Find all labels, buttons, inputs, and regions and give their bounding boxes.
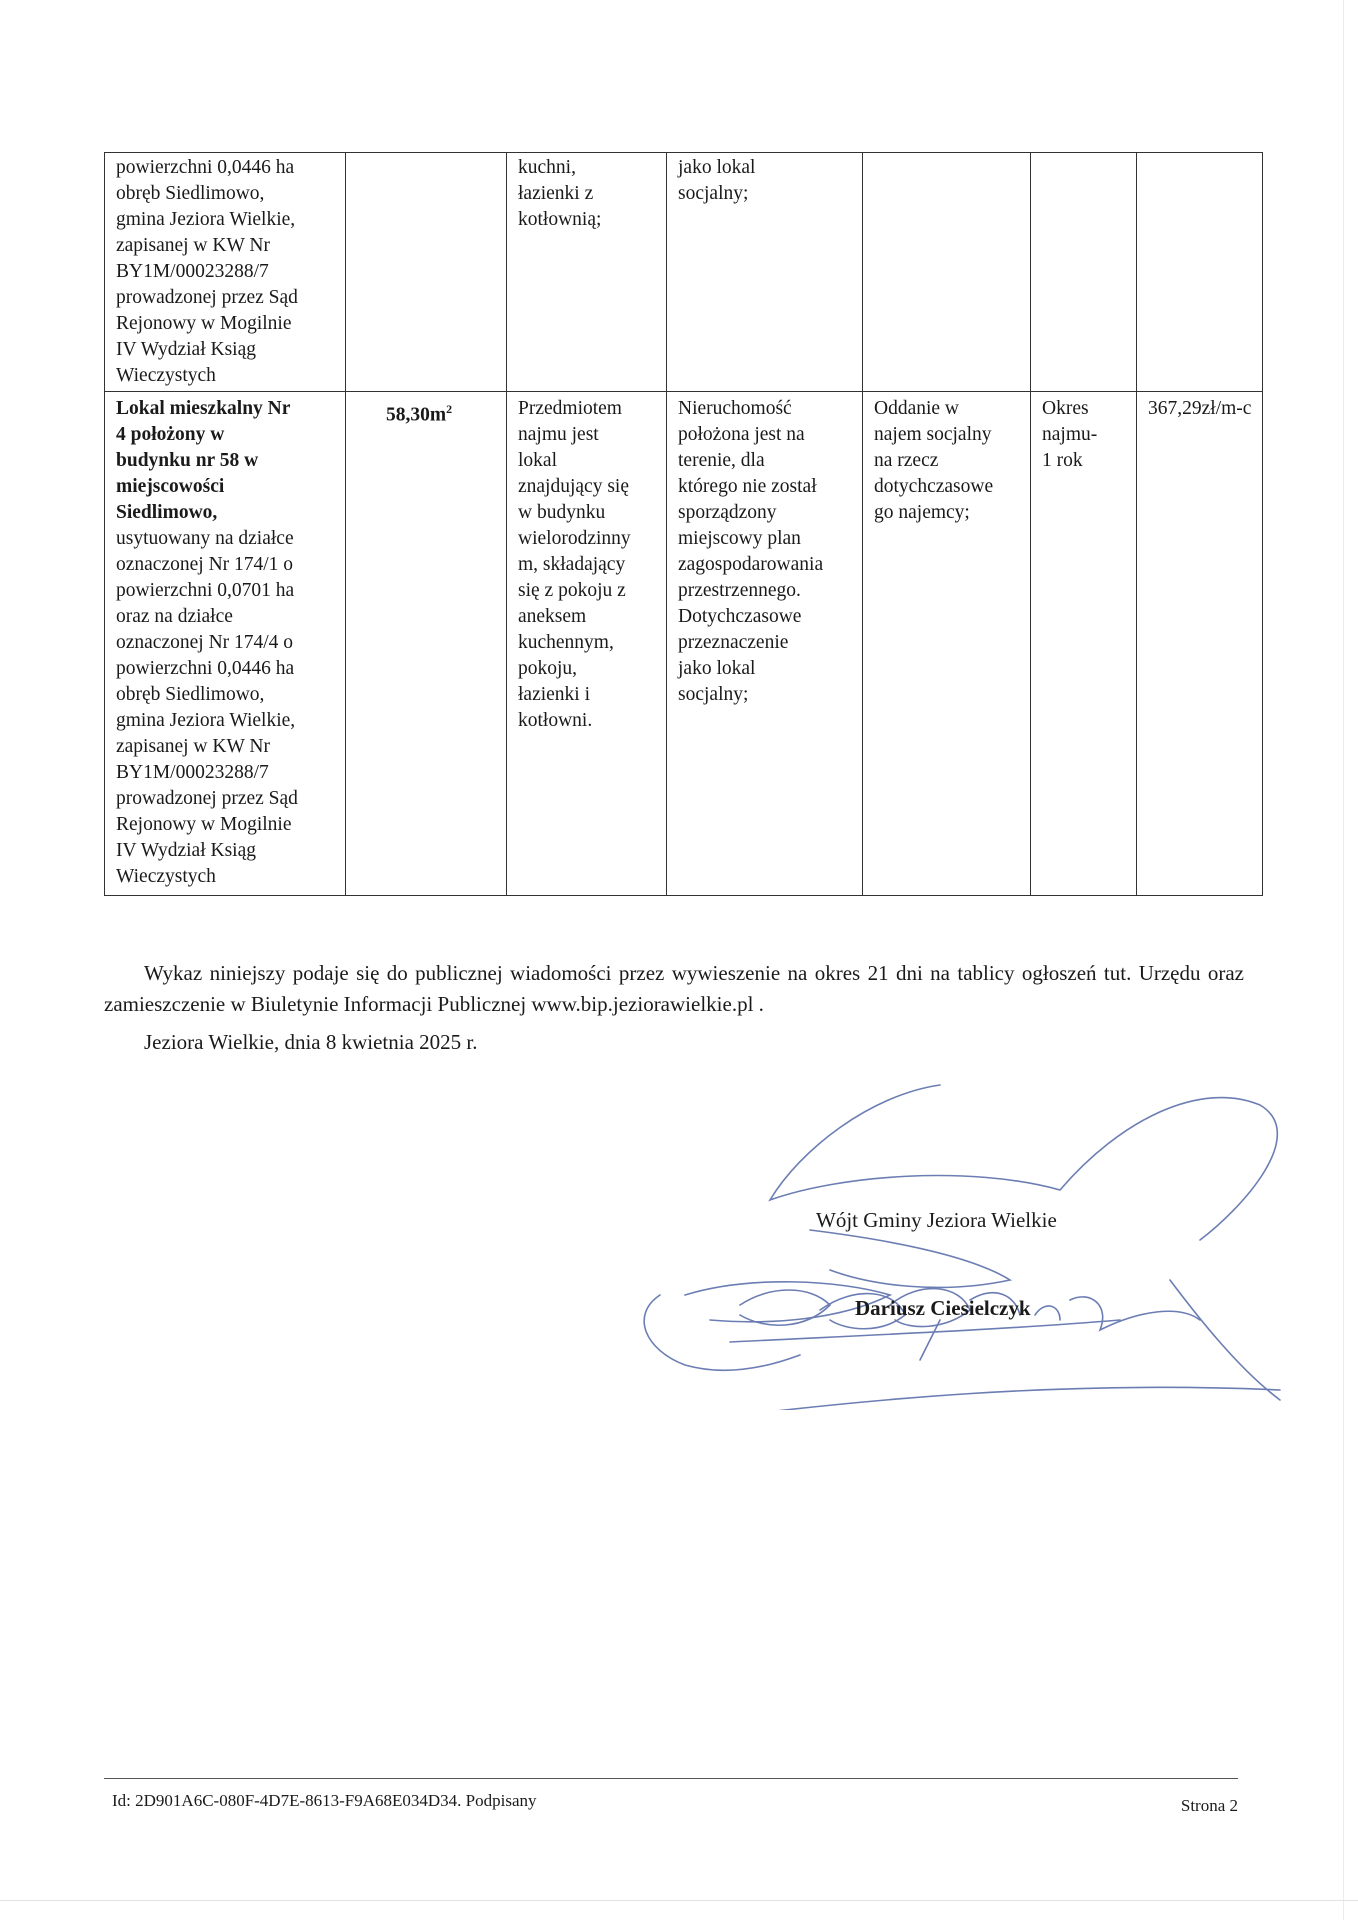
cell-area: [346, 392, 507, 896]
signatory-name: Dariusz Ciesielczyk: [855, 1296, 1031, 1320]
cell-area: [346, 153, 507, 392]
footer-divider: [104, 1778, 1238, 1779]
cell-rent-amount: 367,29zł/m-c: [1137, 392, 1263, 896]
property-heading: Lokal mieszkalny Nr 4 położony w budynku nr 58 w miejscowości Siedlimowo,: [116, 398, 291, 523]
signatory-title: Wójt Gminy Jeziora Wielkie: [816, 1208, 1057, 1232]
cell-purpose: jako lokal socjalny;: [667, 153, 863, 392]
table-row: [105, 392, 1263, 896]
property-table: [104, 152, 1263, 896]
cell-rental-period: Okres najmu- 1 rok: [1031, 392, 1137, 896]
cell-property-description: [105, 392, 346, 896]
place-and-date: Jeziora Wielkie, dnia 8 kwietnia 2025 r.: [144, 1030, 478, 1054]
cell-property-description: powierzchni 0,0446 ha obręb Siedlimowo, gmina Jeziora Wielkie, zapisanej w KW Nr BY1M/00023288/7 prowadzonej przez Sąd Rejonowy w Mogilnie IV Wydział Ksiąg Wieczystych: [105, 153, 346, 392]
cell-rent-amount: [1137, 153, 1263, 392]
page-number: Strona 2: [1180, 1796, 1238, 1815]
cell-rental-subject: kuchni, łazienki z kotłownią;: [507, 153, 667, 392]
area-unit-exponent: 2: [446, 402, 453, 416]
property-details: usytuowany na działce oznaczonej Nr 174/1 o powierzchni 0,0701 ha oraz na działce oznaczonej Nr 174/4 o powierzchni 0,0446 ha obręb Siedlimowo, gmina Jeziora Wielkie, zapisanej w KW Nr BY1M/00023288/7 prowadzonej przez Sąd Rejonowy w Mogilnie IV Wydział Ksiąg Wieczystych: [116, 528, 298, 887]
handwritten-signature: [640, 1080, 1320, 1410]
cell-disposal-form: Oddanie w najem socjalny na rzecz dotychczasowe go najemcy;: [863, 392, 1031, 896]
publication-notice: Wykaz niniejszy podaje się do publicznej wiadomości przez wywieszenie na okres 21 dni na tablicy ogłoszeń tut. Urzędu oraz zamieszczenie w Biuletynie Informacji Publicznej www.bip.jeziorawielkie.pl .: [104, 961, 1244, 1016]
table-row: [105, 153, 1263, 392]
cell-rental-period: [1031, 153, 1137, 392]
scan-edge-bottom: [0, 1900, 1358, 1901]
area-value: 58,30m: [386, 404, 447, 426]
cell-purpose: Nieruchomość położona jest na terenie, dla którego nie został sporządzony miejscowy plan zagospodarowania przestrzennego. Dotychczasowe przeznaczenie jako lokal socjalny;: [667, 392, 863, 896]
scan-edge-right: [1343, 0, 1344, 1920]
cell-disposal-form: [863, 153, 1031, 392]
cell-rental-subject: Przedmiotem najmu jest lokal znajdujący się w budynku wielorodzinny m, składający się z pokoju z aneksem kuchennym, pokoju, łazienki i kotłowni.: [507, 392, 667, 896]
document-id: Id: 2D901A6C-080F-4D7E-8613-F9A68E034D34. Podpisany: [112, 1791, 537, 1810]
